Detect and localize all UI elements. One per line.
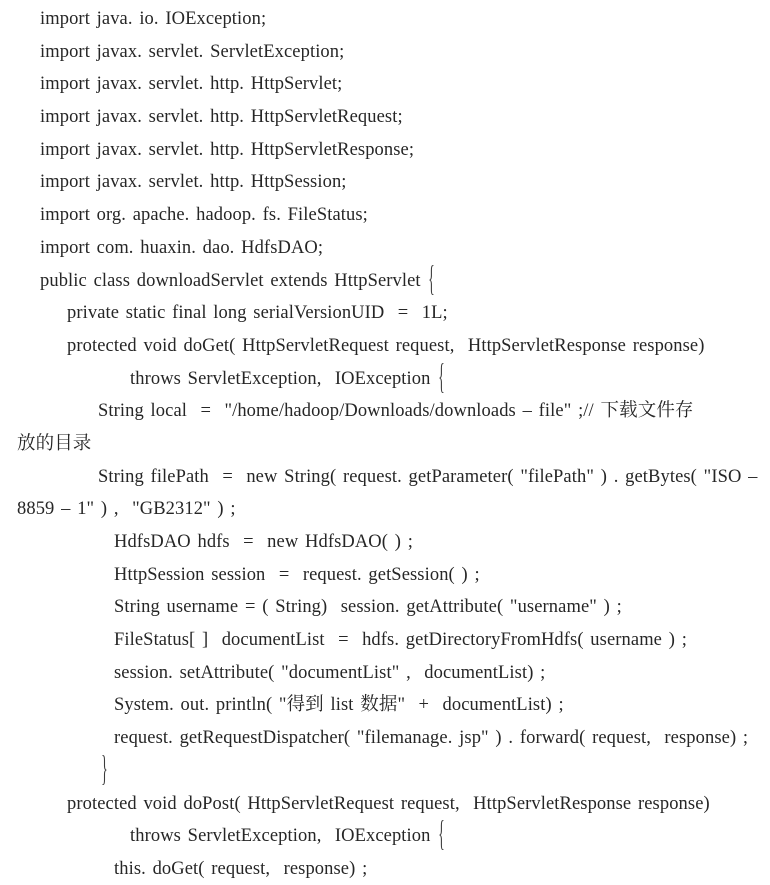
code-line: import java. io. IOException; [40,9,267,29]
code-line: this. doGet( request, response) ; [114,858,368,879]
code-line: FileStatus[ ] documentList = hdfs. getDirectoryFromHdfs( username ) ; [114,630,687,651]
code-line: throws ServletException, IOException { [130,820,770,853]
code-line: 放的目录 [17,433,92,454]
code-line: String filePath = new String( request. getParameter( "filePath" ) . getBytes( "ISO – [98,466,758,487]
code-line: request. getRequestDispatcher( "filemanage. jsp" ) . forward( request, response) ; [114,728,749,749]
code-listing [0,3,770,885]
code-line: System. out. println( "得到 list 数据" + documentList) ; [114,695,564,716]
code-line: import org. apache. hadoop. fs. FileStatus; [40,205,368,226]
code-line: String username = ( String) session. getAttribute( "username" ) ; [114,597,622,618]
code-line: import javax. servlet. http. HttpServletRequest; [40,107,403,128]
code-line: protected void doGet( HttpServletRequest request, HttpServletResponse response) [67,335,705,356]
code-line: import javax. servlet. http. HttpServletResponse; [40,139,415,160]
brace-glyph: { [438,358,445,398]
code-line: HdfsDAO hdfs = new HdfsDAO( ) ; [114,532,413,552]
code-line: private static final long serialVersionUID = 1L; [67,303,448,324]
code-line: session. setAttribute( "documentList" , documentList) ; [114,662,546,683]
code-line: public class downloadServlet extends HttpServlet { [40,265,770,298]
code-line: throws ServletException, IOException { [130,363,770,396]
code-line: 8859 – 1" ) , "GB2312" ) ; [17,499,236,520]
code-line: import com. huaxin. dao. HdfsDAO; [40,237,324,258]
brace-glyph: } [101,750,108,790]
code-line: HttpSession session = request. getSession( ) ; [114,564,480,585]
code-line: import javax. servlet. http. HttpServlet; [40,74,343,95]
brace-glyph: { [428,260,436,300]
code-line: import javax. servlet. ServletException; [40,41,345,62]
brace-glyph: { [438,815,445,855]
code-line: protected void doPost( HttpServletRequest request, HttpServletResponse response) [67,793,710,814]
code-line [100,750,770,790]
code-line: String local = "/home/hadoop/Downloads/downloads – file" ;// 下载文件存 [98,401,694,422]
code-line: import javax. servlet. http. HttpSession; [40,172,347,193]
